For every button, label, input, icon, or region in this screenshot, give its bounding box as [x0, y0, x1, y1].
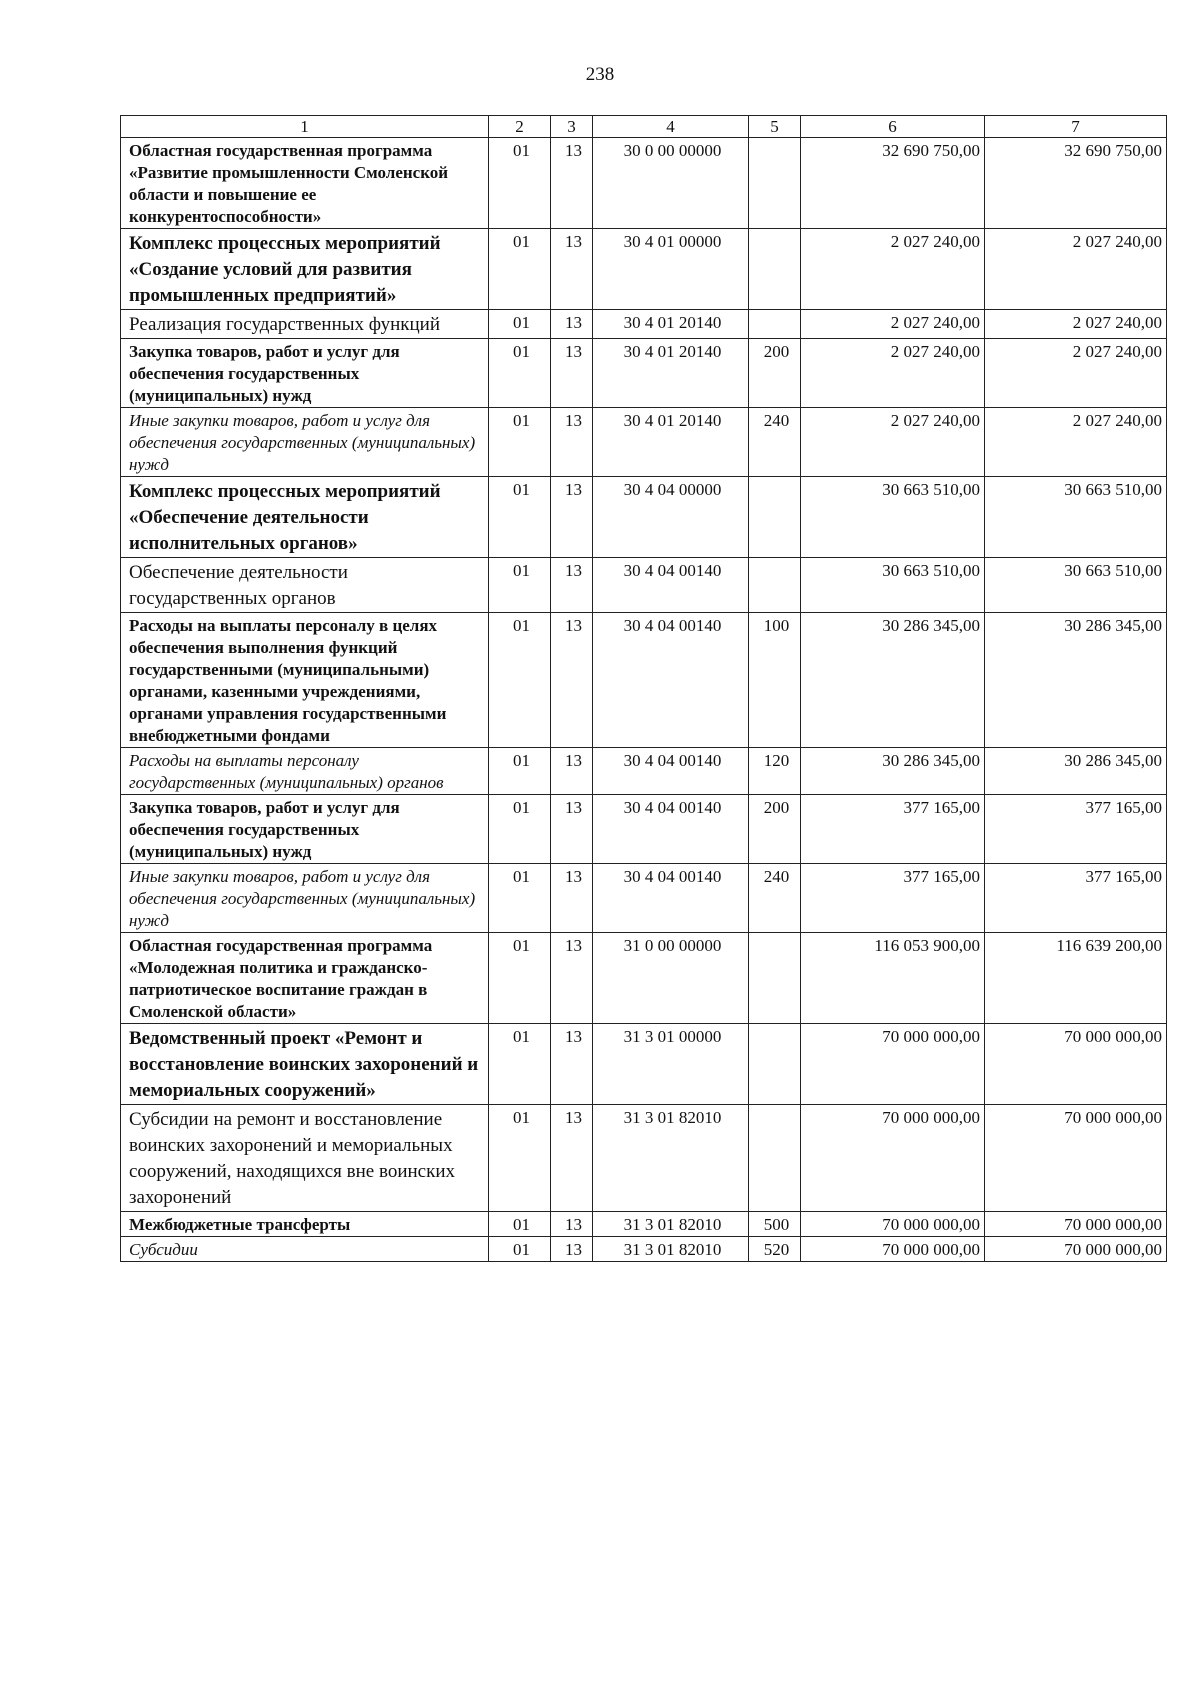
section-code-cell: 01: [489, 229, 551, 310]
subsection-code-cell: 13: [551, 408, 593, 477]
row-name-cell: Иные закупки товаров, работ и услуг для обеспечения государственных (муниципальных) нужд: [121, 864, 489, 933]
table-row: [121, 229, 1167, 310]
row-name-cell: Реализация государственных функций: [121, 310, 489, 339]
expense-type-cell: 100: [749, 613, 801, 748]
target-article-cell: 30 4 01 00000: [593, 229, 749, 310]
target-article-cell: 30 4 04 00140: [593, 613, 749, 748]
subsection-code-cell: 13: [551, 1105, 593, 1212]
subsection-code-cell: 13: [551, 1237, 593, 1262]
amount-year2-cell: 2 027 240,00: [985, 408, 1167, 477]
header-cell: 1: [121, 116, 489, 138]
section-code-cell: 01: [489, 310, 551, 339]
amount-year2-cell: 30 286 345,00: [985, 613, 1167, 748]
table-row: [121, 558, 1167, 613]
row-name-cell: Иные закупки товаров, работ и услуг для обеспечения государственных (муниципальных) нужд: [121, 408, 489, 477]
amount-year1-cell: 377 165,00: [801, 795, 985, 864]
section-code-cell: 01: [489, 1237, 551, 1262]
header-cell: 5: [749, 116, 801, 138]
amount-year1-cell: 30 286 345,00: [801, 748, 985, 795]
table-row: [121, 933, 1167, 1024]
table-row: [121, 613, 1167, 748]
section-code-cell: 01: [489, 477, 551, 558]
amount-year2-cell: 30 286 345,00: [985, 748, 1167, 795]
section-code-cell: 01: [489, 1105, 551, 1212]
amount-year1-cell: 2 027 240,00: [801, 408, 985, 477]
section-code-cell: 01: [489, 795, 551, 864]
target-article-cell: 30 4 04 00140: [593, 748, 749, 795]
table-row: [121, 1105, 1167, 1212]
subsection-code-cell: 13: [551, 864, 593, 933]
section-code-cell: 01: [489, 864, 551, 933]
amount-year2-cell: 30 663 510,00: [985, 477, 1167, 558]
expense-type-cell: [749, 1105, 801, 1212]
subsection-code-cell: 13: [551, 229, 593, 310]
header-cell: 6: [801, 116, 985, 138]
subsection-code-cell: 13: [551, 613, 593, 748]
section-code-cell: 01: [489, 1024, 551, 1105]
expense-type-cell: 240: [749, 408, 801, 477]
row-name-cell: Субсидии: [121, 1237, 489, 1262]
row-name-cell: Обеспечение деятельности государственных органов: [121, 558, 489, 613]
amount-year2-cell: 32 690 750,00: [985, 138, 1167, 229]
amount-year1-cell: 70 000 000,00: [801, 1105, 985, 1212]
table-body: [121, 116, 1167, 1262]
target-article-cell: 30 4 01 20140: [593, 339, 749, 408]
amount-year2-cell: 116 639 200,00: [985, 933, 1167, 1024]
amount-year2-cell: 2 027 240,00: [985, 229, 1167, 310]
subsection-code-cell: 13: [551, 1212, 593, 1237]
target-article-cell: 30 4 04 00000: [593, 477, 749, 558]
amount-year2-cell: 377 165,00: [985, 795, 1167, 864]
amount-year2-cell: 70 000 000,00: [985, 1024, 1167, 1105]
expense-type-cell: [749, 1024, 801, 1105]
row-name-cell: Субсидии на ремонт и восстановление воинских захоронений и мемориальных сооружений, находящихся вне воинских захоронений: [121, 1105, 489, 1212]
expense-type-cell: 520: [749, 1237, 801, 1262]
amount-year1-cell: 2 027 240,00: [801, 310, 985, 339]
section-code-cell: 01: [489, 339, 551, 408]
table-row: [121, 138, 1167, 229]
expense-type-cell: [749, 138, 801, 229]
header-cell: 7: [985, 116, 1167, 138]
section-code-cell: 01: [489, 748, 551, 795]
section-code-cell: 01: [489, 138, 551, 229]
subsection-code-cell: 13: [551, 933, 593, 1024]
row-name-cell: Закупка товаров, работ и услуг для обеспечения государственных (муниципальных) нужд: [121, 339, 489, 408]
section-code-cell: 01: [489, 408, 551, 477]
subsection-code-cell: 13: [551, 1024, 593, 1105]
subsection-code-cell: 13: [551, 339, 593, 408]
subsection-code-cell: 13: [551, 748, 593, 795]
page-number: 238: [585, 64, 615, 85]
amount-year2-cell: 2 027 240,00: [985, 310, 1167, 339]
header-cell: 3: [551, 116, 593, 138]
row-name-cell: Комплекс процессных мероприятий «Создание условий для развития промышленных предприятий»: [121, 229, 489, 310]
target-article-cell: 31 3 01 82010: [593, 1212, 749, 1237]
expense-type-cell: 200: [749, 339, 801, 408]
subsection-code-cell: 13: [551, 558, 593, 613]
expense-type-cell: 240: [749, 864, 801, 933]
amount-year2-cell: 70 000 000,00: [985, 1105, 1167, 1212]
expense-type-cell: 200: [749, 795, 801, 864]
budget-table: [120, 115, 1167, 1262]
amount-year2-cell: 2 027 240,00: [985, 339, 1167, 408]
amount-year1-cell: 30 663 510,00: [801, 558, 985, 613]
expense-type-cell: [749, 558, 801, 613]
amount-year2-cell: 70 000 000,00: [985, 1237, 1167, 1262]
table-row: [121, 408, 1167, 477]
subsection-code-cell: 13: [551, 310, 593, 339]
target-article-cell: 30 4 04 00140: [593, 558, 749, 613]
target-article-cell: 30 4 01 20140: [593, 408, 749, 477]
subsection-code-cell: 13: [551, 795, 593, 864]
target-article-cell: 31 3 01 82010: [593, 1237, 749, 1262]
amount-year1-cell: 32 690 750,00: [801, 138, 985, 229]
table-row: [121, 1237, 1167, 1262]
table-row: [121, 310, 1167, 339]
header-row: [121, 116, 1167, 138]
table-row: [121, 477, 1167, 558]
section-code-cell: 01: [489, 1212, 551, 1237]
amount-year2-cell: 30 663 510,00: [985, 558, 1167, 613]
target-article-cell: 31 3 01 00000: [593, 1024, 749, 1105]
amount-year2-cell: 377 165,00: [985, 864, 1167, 933]
amount-year1-cell: 2 027 240,00: [801, 229, 985, 310]
table-row: [121, 795, 1167, 864]
row-name-cell: Областная государственная программа «Молодежная политика и гражданско-патриотическое воспитание граждан в Смоленской области»: [121, 933, 489, 1024]
table-row: [121, 748, 1167, 795]
target-article-cell: 31 0 00 00000: [593, 933, 749, 1024]
amount-year2-cell: 70 000 000,00: [985, 1212, 1167, 1237]
row-name-cell: Областная государственная программа «Развитие промышленности Смоленской области и повышение ее конкурентоспособности»: [121, 138, 489, 229]
row-name-cell: Расходы на выплаты персоналу в целях обеспечения выполнения функций государственными (муниципальными) органами, казенными учреждениями, органами управления государственными внебюджетными фондами: [121, 613, 489, 748]
amount-year1-cell: 70 000 000,00: [801, 1237, 985, 1262]
target-article-cell: 30 4 04 00140: [593, 795, 749, 864]
amount-year1-cell: 70 000 000,00: [801, 1024, 985, 1105]
target-article-cell: 30 0 00 00000: [593, 138, 749, 229]
row-name-cell: Расходы на выплаты персоналу государственных (муниципальных) органов: [121, 748, 489, 795]
subsection-code-cell: 13: [551, 477, 593, 558]
amount-year1-cell: 70 000 000,00: [801, 1212, 985, 1237]
target-article-cell: 30 4 01 20140: [593, 310, 749, 339]
amount-year1-cell: 116 053 900,00: [801, 933, 985, 1024]
table-row: [121, 864, 1167, 933]
amount-year1-cell: 30 286 345,00: [801, 613, 985, 748]
row-name-cell: Закупка товаров, работ и услуг для обеспечения государственных (муниципальных) нужд: [121, 795, 489, 864]
amount-year1-cell: 30 663 510,00: [801, 477, 985, 558]
target-article-cell: 30 4 04 00140: [593, 864, 749, 933]
expense-type-cell: 500: [749, 1212, 801, 1237]
table-row: [121, 339, 1167, 408]
target-article-cell: 31 3 01 82010: [593, 1105, 749, 1212]
subsection-code-cell: 13: [551, 138, 593, 229]
row-name-cell: Межбюджетные трансферты: [121, 1212, 489, 1237]
section-code-cell: 01: [489, 933, 551, 1024]
row-name-cell: Комплекс процессных мероприятий «Обеспечение деятельности исполнительных органов»: [121, 477, 489, 558]
header-cell: 4: [593, 116, 749, 138]
table-row: [121, 1212, 1167, 1237]
row-name-cell: Ведомственный проект «Ремонт и восстановление воинских захоронений и мемориальных сооружений»: [121, 1024, 489, 1105]
expense-type-cell: [749, 933, 801, 1024]
table-row: [121, 1024, 1167, 1105]
header-cell: 2: [489, 116, 551, 138]
amount-year1-cell: 2 027 240,00: [801, 339, 985, 408]
expense-type-cell: 120: [749, 748, 801, 795]
expense-type-cell: [749, 229, 801, 310]
amount-year1-cell: 377 165,00: [801, 864, 985, 933]
section-code-cell: 01: [489, 558, 551, 613]
expense-type-cell: [749, 477, 801, 558]
expense-type-cell: [749, 310, 801, 339]
section-code-cell: 01: [489, 613, 551, 748]
